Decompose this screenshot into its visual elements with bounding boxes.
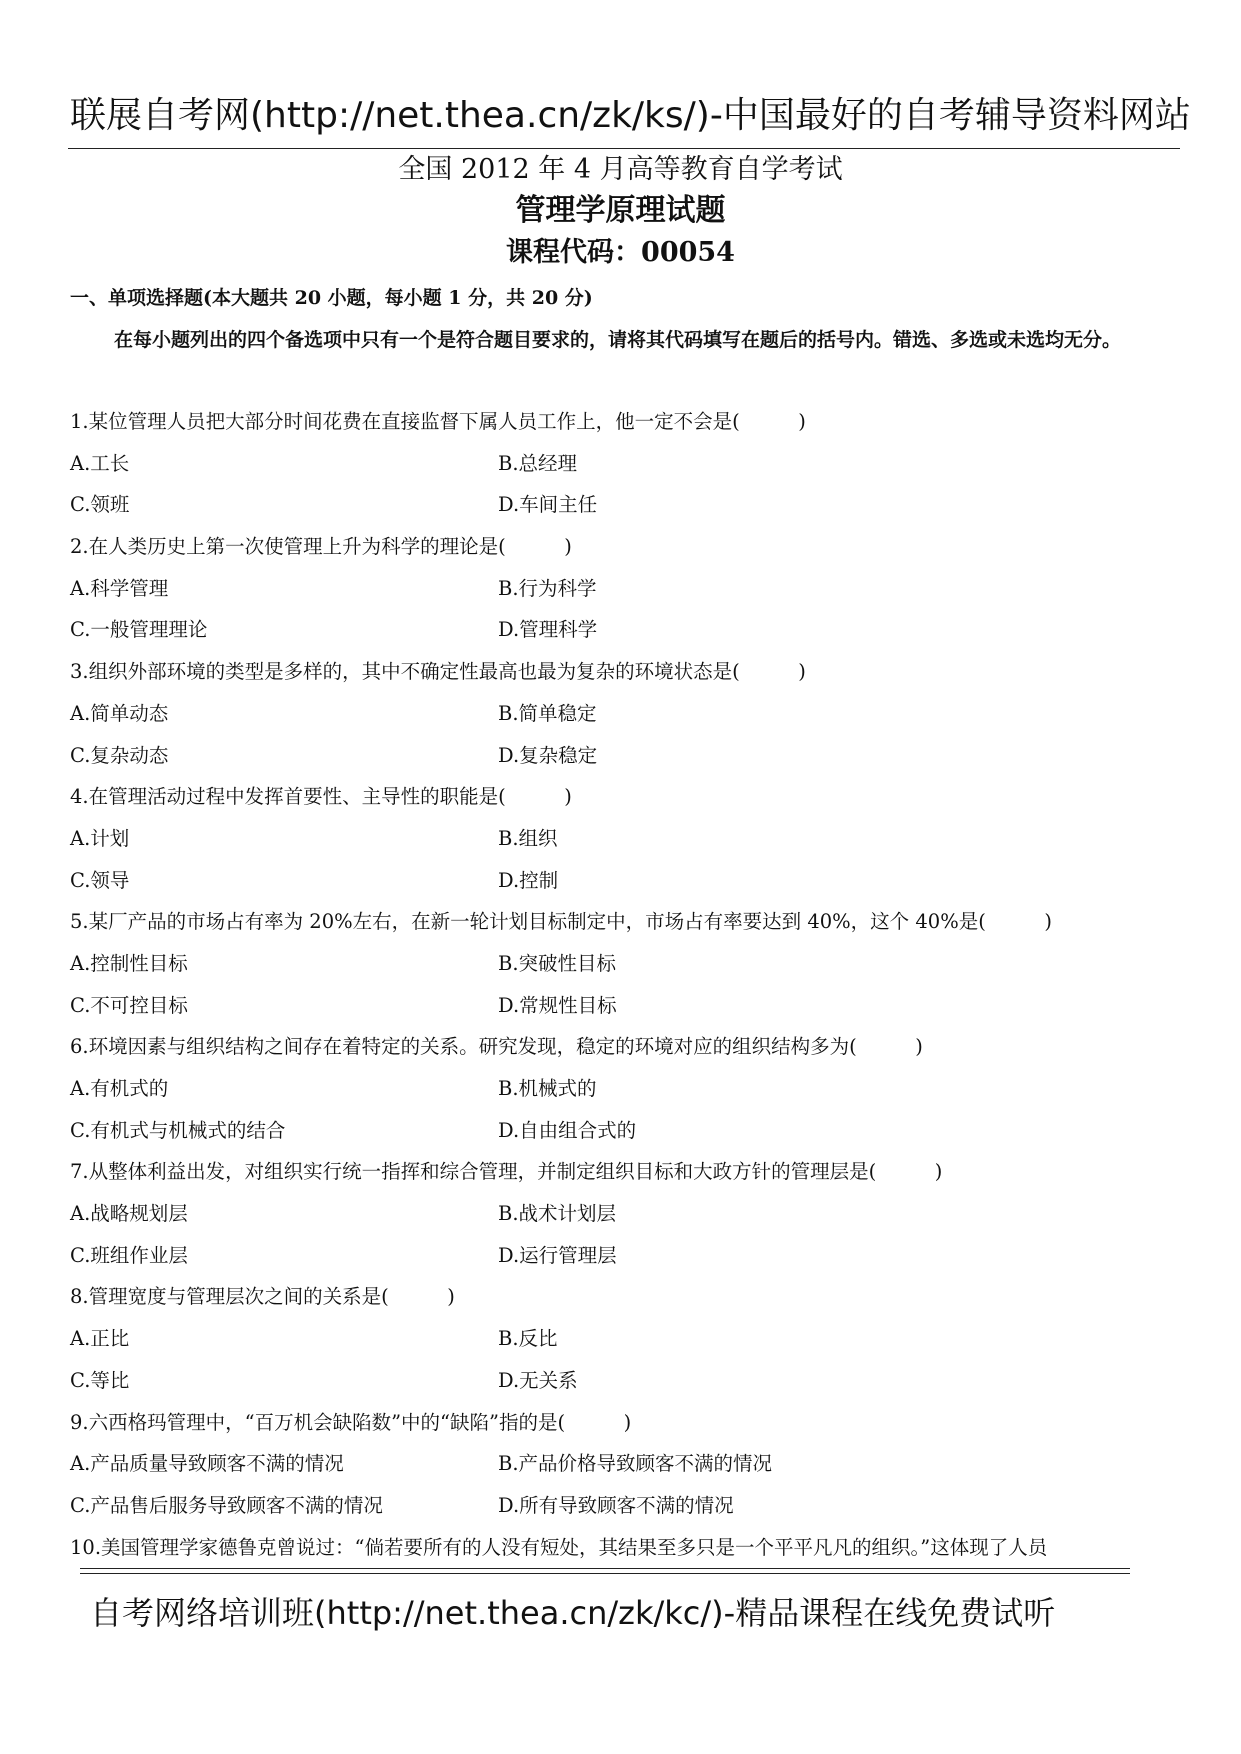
option-a: A.正比	[70, 1327, 130, 1351]
option-a: A.有机式的	[70, 1077, 169, 1100]
option-d: D.控制	[498, 868, 559, 892]
option-row	[70, 609, 1180, 651]
option-a: A.工长	[70, 451, 130, 475]
option-row	[70, 818, 1180, 860]
option-row	[70, 443, 1180, 485]
question-stem: 9.六西格玛管理中，“百万机会缺陷数”中的“缺陷”指的是( )	[70, 1410, 632, 1434]
option-row	[70, 735, 1180, 777]
question-list	[70, 401, 1180, 1568]
option-a: A.战略规划层	[70, 1202, 188, 1226]
option-row	[70, 1235, 1180, 1277]
footer-divider	[80, 1568, 1130, 1574]
course-code: 课程代码：00054	[506, 237, 735, 268]
option-b: B.战术计划层	[498, 1202, 617, 1226]
option-b: B.总经理	[498, 451, 578, 475]
option-a: A.控制性目标	[70, 951, 188, 975]
option-d: D.常规性目标	[498, 993, 617, 1017]
option-row	[70, 943, 1180, 985]
option-row	[70, 1110, 1180, 1152]
option-row	[70, 1193, 1180, 1235]
option-a: A.产品质量导致顾客不满的情况	[70, 1452, 344, 1476]
option-a: A.计划	[70, 826, 130, 850]
option-row	[70, 1443, 1180, 1485]
option-b: B.机械式的	[498, 1077, 597, 1100]
option-d: D.管理科学	[498, 618, 598, 642]
option-b: B.简单稳定	[498, 701, 597, 725]
option-c: C.复杂动态	[70, 743, 169, 767]
option-c: C.有机式与机械式的结合	[70, 1118, 286, 1142]
question-stem: 4.在管理活动过程中发挥首要性、主导性的职能是( )	[70, 785, 572, 809]
option-a: A.科学管理	[70, 576, 169, 600]
option-row	[70, 693, 1180, 735]
option-row	[70, 568, 1180, 610]
question-stem: 5.某厂产品的市场占有率为 20%左右，在新一轮计划目标制定中，市场占有率要达到 40%，这个 40%是( )	[70, 910, 1052, 934]
question-stem: 8.管理宽度与管理层次之间的关系是( )	[70, 1285, 455, 1309]
option-c: C.等比	[70, 1368, 130, 1392]
question-stem: 7.从整体利益出发，对组织实行统一指挥和综合管理，并制定组织目标和大政方针的管理层是( )	[70, 1160, 943, 1184]
option-row	[70, 1068, 1180, 1110]
site-footer: 自考网络培训班(http://net.thea.cn/zk/kc/)-精品课程在线免费试听	[90, 1594, 1056, 1632]
option-row	[70, 1360, 1180, 1402]
option-c: C.领导	[70, 868, 130, 892]
question-stem: 3.组织外部环境的类型是多样的，其中不确定性最高也最为复杂的环境状态是( )	[70, 660, 806, 684]
exam-title: 全国 2012 年 4 月高等教育自学考试	[398, 154, 843, 185]
option-d: D.车间主任	[498, 493, 598, 517]
option-c: C.不可控目标	[70, 993, 188, 1017]
option-c: C.领班	[70, 493, 130, 517]
option-a: A.简单动态	[70, 701, 169, 725]
option-row	[70, 1318, 1180, 1360]
section-heading: 一、单项选择题(本大题共 20 小题，每小题 1 分，共 20 分)	[70, 287, 593, 309]
option-row	[70, 985, 1180, 1027]
question-stem: 1.某位管理人员把大部分时间花费在直接监督下属人员工作上，他一定不会是( )	[70, 410, 806, 433]
option-c: C.一般管理理论	[70, 618, 208, 642]
site-header: 联展自考网(http://net.thea.cn/zk/ks/)-中国最好的自考辅导资料网站	[70, 95, 1191, 136]
option-b: B.反比	[498, 1327, 558, 1351]
option-d: D.无关系	[498, 1368, 578, 1392]
option-row	[70, 484, 1180, 526]
question-stem: 2.在人类历史上第一次使管理上升为科学的理论是( )	[70, 535, 572, 559]
option-d: D.运行管理层	[498, 1243, 617, 1267]
option-b: B.组织	[498, 826, 558, 850]
option-c: C.产品售后服务导致顾客不满的情况	[70, 1493, 383, 1517]
question-stem: 6.环境因素与组织结构之间存在着特定的关系。研究发现，稳定的环境对应的组织结构多为( )	[70, 1035, 923, 1059]
paper-title: 管理学原理试题	[515, 193, 726, 228]
section-instructions: 在每小题列出的四个备选项中只有一个是符合题目要求的，请将其代码填写在题后的括号内。错选、多选或未选均无分。	[114, 329, 1122, 351]
option-d: D.所有导致顾客不满的情况	[498, 1493, 734, 1517]
option-d: D.自由组合式的	[498, 1118, 637, 1142]
option-b: B.突破性目标	[498, 951, 617, 975]
option-b: B.行为科学	[498, 576, 597, 600]
header-divider	[68, 148, 1180, 149]
option-row	[70, 860, 1180, 902]
option-c: C.班组作业层	[70, 1243, 188, 1267]
option-row	[70, 1485, 1180, 1527]
option-d: D.复杂稳定	[498, 743, 598, 767]
question-stem-partial: 10.美国管理学家德鲁克曾说过：“倘若要所有的人没有短处，其结果至多只是一个平平凡凡的组织。”这体现了人员	[70, 1535, 1048, 1559]
option-b: B.产品价格导致顾客不满的情况	[498, 1452, 773, 1476]
